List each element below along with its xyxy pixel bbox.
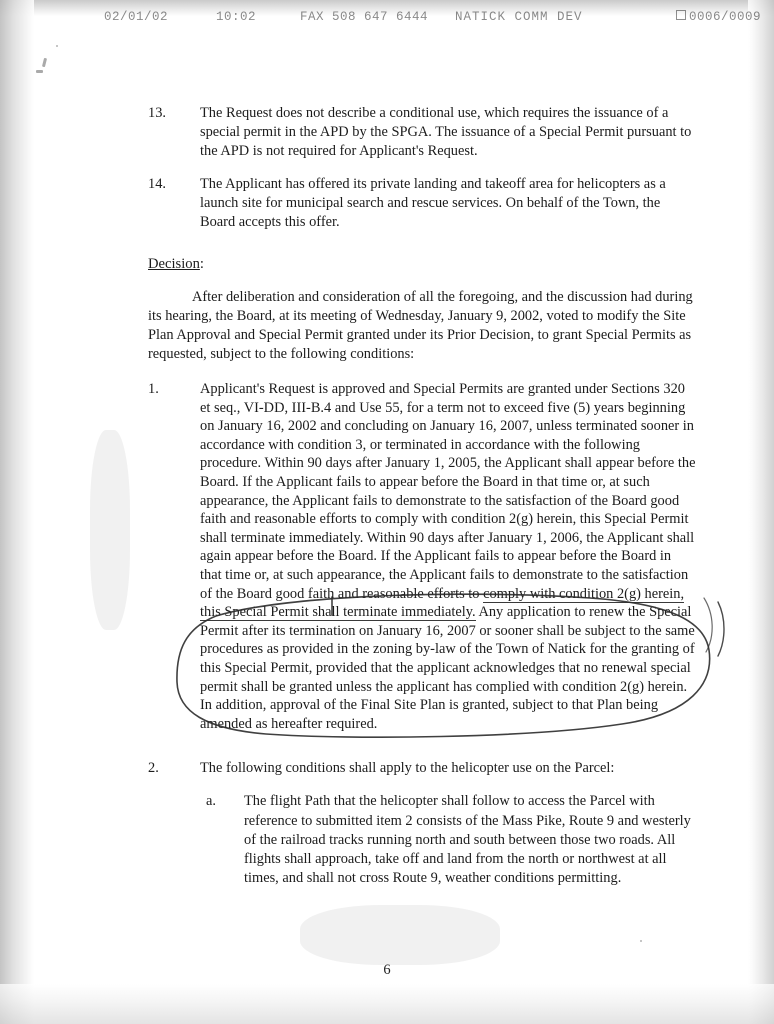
handdrawn-insertion-mark	[326, 596, 338, 616]
condition-1-underlined-text: comply with condition 2(g) herein, this Special Permit shall terminate immediately.	[200, 585, 685, 621]
numbered-item-13	[148, 104, 696, 161]
scan-blotch	[300, 905, 500, 965]
decision-paragraph: After deliberation and consideration of all the foregoing, and the discussion had during its hearing, the Board, at its meeting of Wednesday, January 9, 2002, voted to modify the Site Plan Approval and Special Permit granted under its Prior Decision, to grant Special Permits as requested, subject to the following conditions:	[148, 288, 693, 362]
fax-number: FAX 508 647 6444	[300, 10, 429, 24]
condition-1-circled-text: Any application to renew the Special Permit after its termination on January 16, 2007 or sooner shall be subject to the same procedures as provided in the zoning by-law of the Town of Natick for the granting of this Special Permit, provided that the applicant acknowledges that no renewal special permit shall be granted unless the applicant has complied with condition 2(g) herein. In addition, approval of the Final Site Plan is granted, subject to that Plan being amended as hereafter required.	[200, 604, 695, 732]
item-text: The Applicant has offered its private landing and takeoff area for helicopters as a launch site for municipal search and rescue services. On behalf of the Town, the Board accepts this offer.	[200, 176, 666, 231]
condition-letter: a.	[206, 793, 216, 810]
condition-1-text: Applicant's Request is approved and Special Permits are granted under Sections 320 et seq., VI-DD, III-B.4 and Use 55, for a term not to exceed five (5) years beginning on January 16, 2002 and concluding on January 16, 2007, unless terminated sooner in accordance with condition 3, or terminated in accordance with the following procedure. Within 90 days after January 1, 2005, the Applicant shall appear before the Board. If the Applicant fails to appear before the Board in that time or, at such appearance, the Applicant fails to demonstrate to the satisfaction of the Board good faith and reasonable efforts to comply with condition 2(g) herein, this Special Permit shall terminate immediately. Within 90 days after January 1, 2006, the Applicant shall again appear before the Board. If the Applicant fails to appear before the Board in that time or, at such appearance, the Applicant fails to demonstrate to the satisfaction of the Board good faith and reasonable efforts to	[200, 381, 696, 602]
scan-edge-shading-bottom	[0, 984, 774, 1024]
condition-number: 2.	[148, 760, 159, 777]
fax-date: 02/01/02	[104, 10, 169, 24]
item-number: 13.	[148, 105, 166, 121]
page-number: 6	[383, 962, 391, 978]
item-text: The Request does not describe a conditional use, which requires the issuance of a special permit in the APD by the SPGA. The issuance of a Special Permit pursuant to the APD is not required for Applicant's Request.	[200, 105, 692, 160]
fax-header	[0, 8, 774, 30]
scan-artifact	[36, 70, 43, 73]
condition-1	[148, 380, 696, 733]
checkbox-icon	[676, 10, 686, 20]
scan-artifact	[56, 45, 58, 47]
condition-number: 1.	[148, 381, 159, 398]
scan-edge-shading-right	[748, 0, 774, 1024]
item-number: 14.	[148, 176, 166, 193]
fax-recipient: NATICK COMM DEV	[455, 10, 583, 24]
scan-artifact	[42, 58, 47, 67]
scan-artifact	[640, 940, 642, 942]
decision-heading-label: Decision	[148, 255, 200, 272]
fax-time: 10:02	[216, 10, 257, 24]
document-body	[148, 104, 696, 902]
fax-page-count-text: 0006/0009	[689, 10, 762, 24]
scan-edge-shading-left	[0, 0, 34, 1024]
numbered-item-14	[148, 175, 696, 232]
decision-heading	[148, 255, 696, 274]
condition-2a	[148, 792, 696, 887]
scan-blotch	[90, 430, 130, 630]
fax-page-count	[676, 10, 761, 24]
condition-2	[148, 759, 696, 778]
condition-2a-text: The flight Path that the helicopter shall follow to access the Parcel with reference to submitted item 2 consists of the Mass Pike, Route 9 and westerly of the railroad tracks running north and south between those two roads. All flights shall approach, take off and land from the north or northwest at all times, and shall not cross Route 9, weather conditions permitting.	[244, 793, 691, 886]
condition-2-text: The following conditions shall apply to the helicopter use on the Parcel:	[200, 760, 615, 777]
decision-heading-colon: :	[199, 255, 204, 272]
